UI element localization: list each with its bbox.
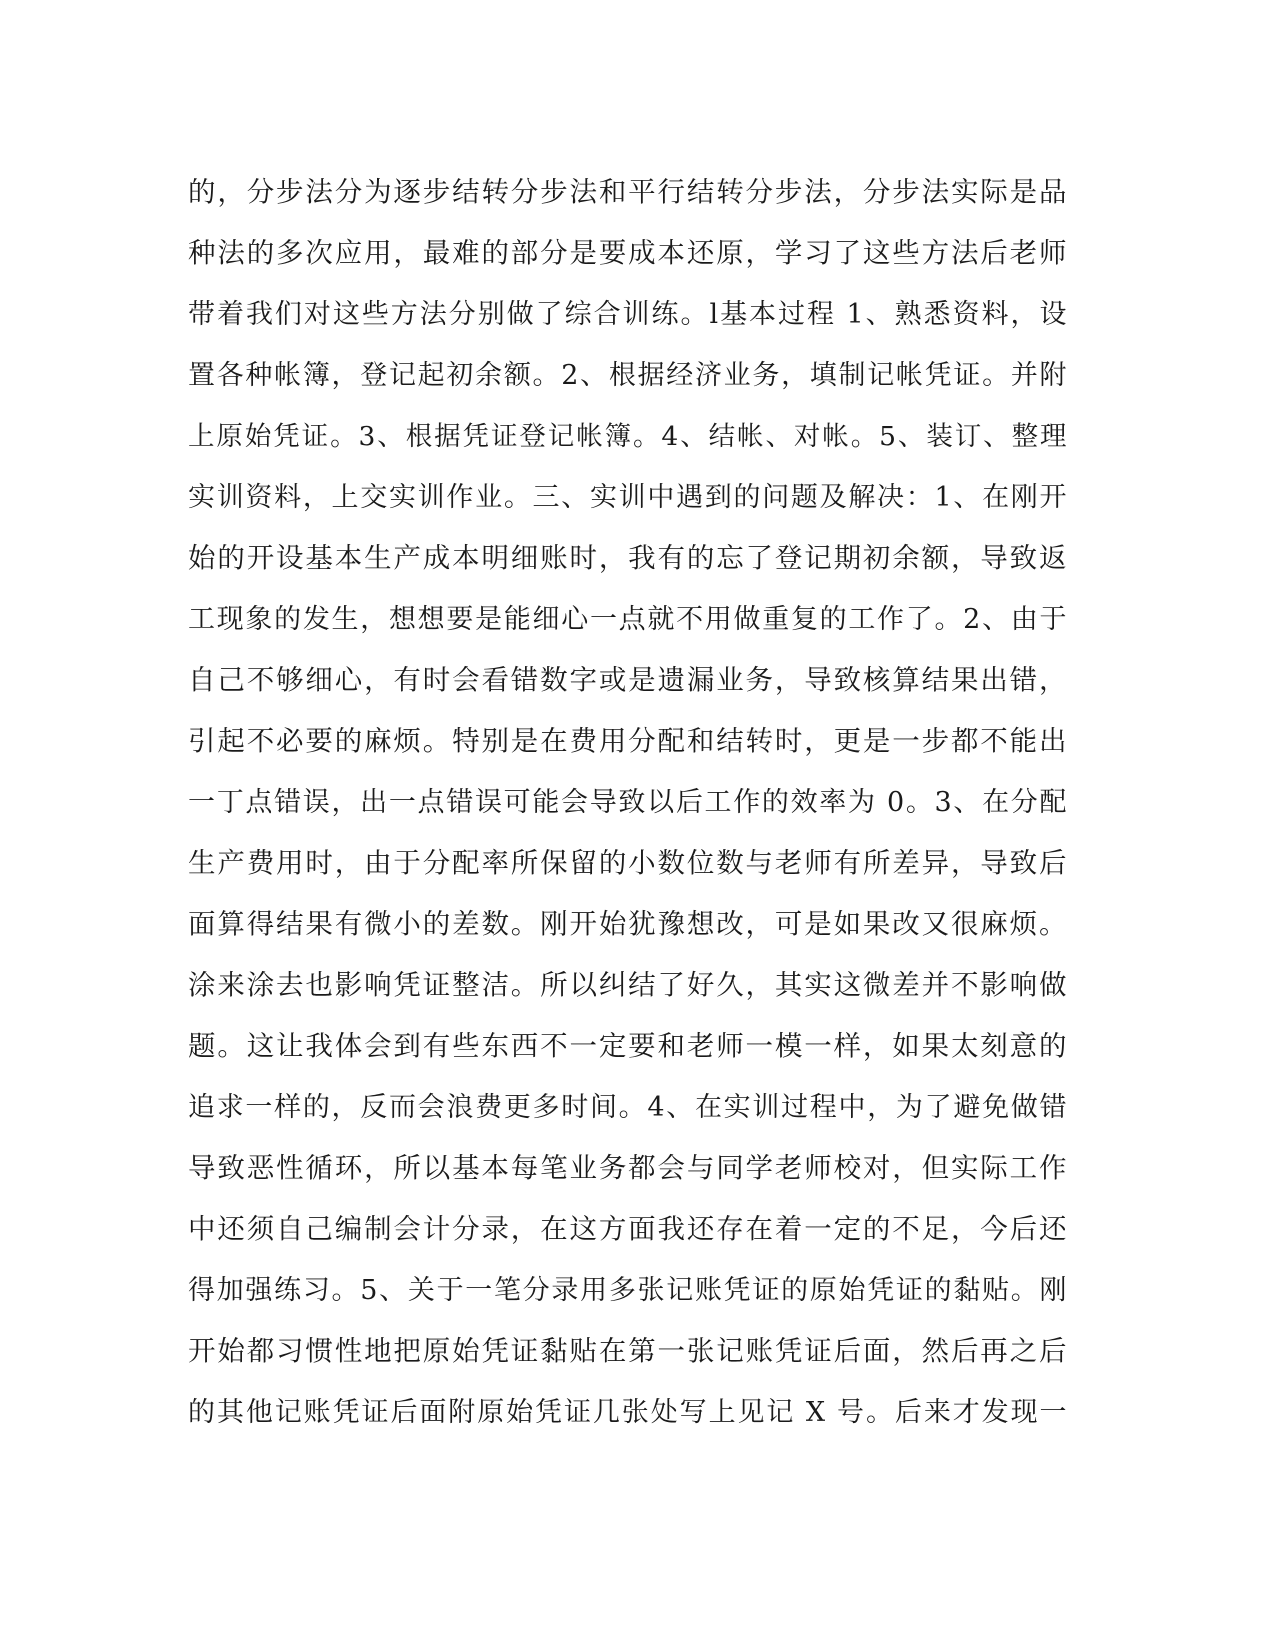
text-line: 自己不够细心，有时会看错数字或是遗漏业务，导致核算结果出错，	[188, 664, 1068, 696]
text-line: 带着我们对这些方法分别做了综合训练。l基本过程 1、熟悉资料，设	[188, 299, 1068, 330]
text-line: 始的开设基本生产成本明细账时，我有的忘了登记期初余额，导致返	[188, 542, 1068, 574]
body-text	[188, 162, 1068, 1443]
text-line: 的，分步法分为逐步结转分步法和平行结转分步法，分步法实际是品	[188, 176, 1068, 208]
text-line: 上原始凭证。3、根据凭证登记帐簿。4、结帐、对帐。5、装订、整理	[188, 421, 1068, 452]
text-line: 题。这让我体会到有些东西不一定要和老师一模一样，如果太刻意的	[188, 1030, 1068, 1062]
text-line: 中还须自己编制会计分录，在这方面我还存在着一定的不足，今后还	[188, 1213, 1068, 1245]
text-line: 追求一样的，反而会浪费更多时间。4、在实训过程中，为了避免做错	[188, 1092, 1068, 1123]
text-line: 得加强练习。5、关于一笔分录用多张记账凭证的原始凭证的黏贴。刚	[188, 1275, 1068, 1306]
text-line: 涂来涂去也影响凭证整洁。所以纠结了好久，其实这微差并不影响做	[188, 969, 1068, 1001]
text-line: 生产费用时，由于分配率所保留的小数位数与老师有所差异，导致后	[188, 847, 1068, 879]
text-line: 面算得结果有微小的差数。刚开始犹豫想改，可是如果改又很麻烦。	[188, 908, 1068, 940]
text-line: 的其他记账凭证后面附原始凭证几张处写上见记 X 号。后来才发现一	[188, 1397, 1068, 1428]
text-line: 种法的多次应用，最难的部分是要成本还原，学习了这些方法后老师	[188, 237, 1068, 269]
text-line: 一丁点错误，出一点错误可能会导致以后工作的效率为 0。3、在分配	[188, 787, 1068, 818]
text-line: 工现象的发生，想想要是能细心一点就不用做重复的工作了。2、由于	[188, 604, 1068, 635]
text-line: 引起不必要的麻烦。特别是在费用分配和结转时，更是一步都不能出	[188, 725, 1068, 757]
text-line: 开始都习惯性地把原始凭证黏贴在第一张记账凭证后面，然后再之后	[188, 1335, 1068, 1367]
text-line: 实训资料，上交实训作业。三、实训中遇到的问题及解决：1、在刚开	[188, 482, 1068, 513]
text-line: 导致恶性循环，所以基本每笔业务都会与同学老师校对，但实际工作	[188, 1152, 1068, 1184]
text-line: 置各种帐簿，登记起初余额。2、根据经济业务，填制记帐凭证。并附	[188, 360, 1068, 391]
